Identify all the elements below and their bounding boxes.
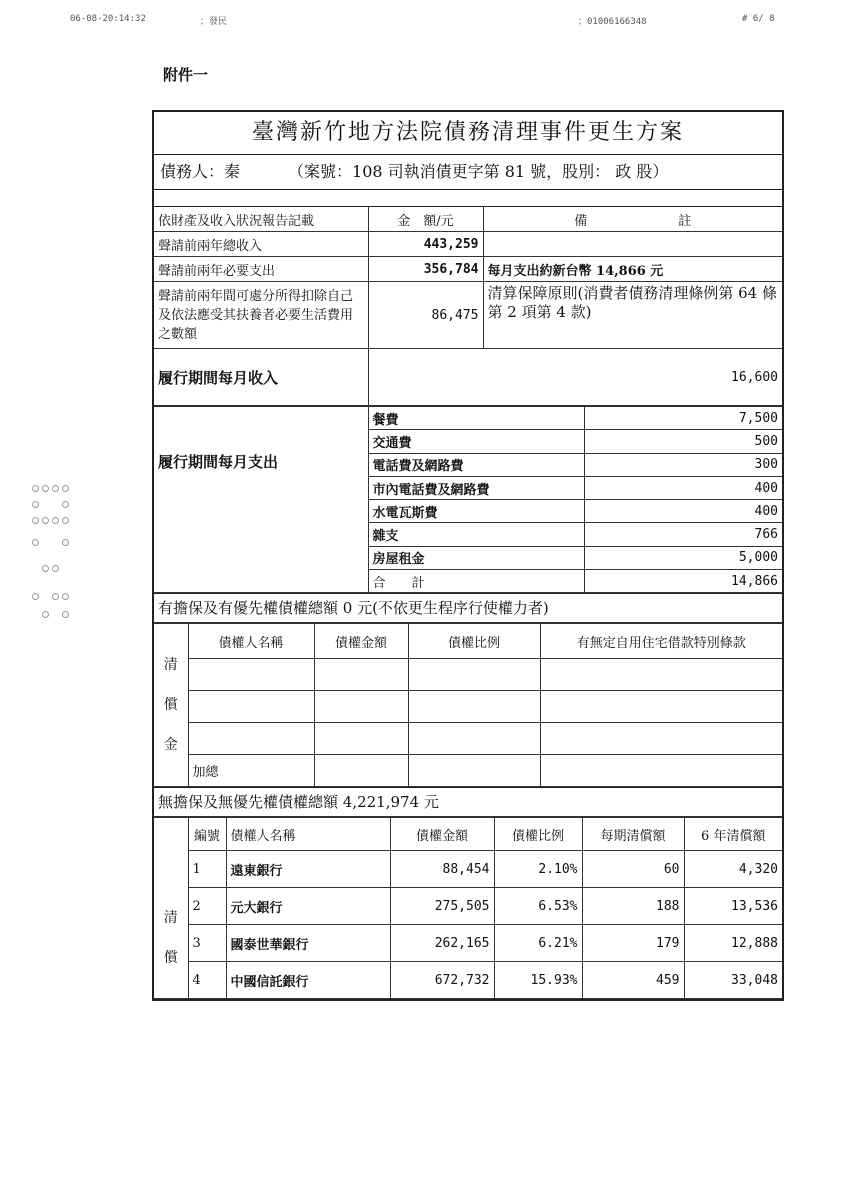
table-row xyxy=(154,407,782,430)
fax-timestamp: 06-08-20:14:32 xyxy=(70,14,146,24)
total-label: 加總 xyxy=(188,755,314,787)
secured-claims-title: 有擔保及有優先權債權總額 0 元(不依更生程序行使權力者) xyxy=(154,593,782,623)
expense-name: 交通費 xyxy=(368,430,584,453)
table-row xyxy=(154,257,782,282)
header-ratio: 債權比例 xyxy=(408,624,540,659)
table-row xyxy=(154,962,782,999)
row-note: 清算保障原則(消費者債務清理條例第 64 條第 2 項第 4 款) xyxy=(483,282,782,349)
row-per-period: 459 xyxy=(582,962,684,999)
row-creditor: 遠東銀行 xyxy=(226,851,390,888)
monthly-expense-table xyxy=(154,406,782,593)
debtor-name: 債務人：秦 xyxy=(160,162,241,181)
table-row xyxy=(154,659,782,691)
row-per-period: 179 xyxy=(582,925,684,962)
header-note: 備 註 xyxy=(483,207,782,232)
row-six-year: 4,320 xyxy=(684,851,782,888)
header-amount: 債權金額 xyxy=(390,818,494,851)
row-amount: 356,784 xyxy=(368,257,483,282)
row-amount: 262,165 xyxy=(390,925,494,962)
row-no: 4 xyxy=(188,962,226,999)
header-amount: 金 額/元 xyxy=(368,207,483,232)
row-amount: 275,505 xyxy=(390,888,494,925)
expense-name: 電話費及網路費 xyxy=(368,453,584,476)
row-note xyxy=(483,232,782,257)
row-no: 1 xyxy=(188,851,226,888)
attachment-label: 附件一 xyxy=(163,66,209,84)
side-char: 清 xyxy=(163,657,178,674)
monthly-expense-label: 履行期間每月支出 xyxy=(154,407,368,593)
expense-total-label: 合 計 xyxy=(368,570,584,593)
fax-page: # 6/ 8 xyxy=(742,14,775,24)
row-ratio: 15.93% xyxy=(494,962,582,999)
header-creditor: 債權人名稱 xyxy=(226,818,390,851)
fax-sender: ；發民 xyxy=(200,17,228,27)
debtor-line xyxy=(154,155,782,190)
header-special-clause: 有無定自用住宅借款特別條款 xyxy=(540,624,782,659)
expense-amount: 300 xyxy=(584,453,782,476)
expense-name: 雜支 xyxy=(368,523,584,546)
header-per-period: 每期清償額 xyxy=(582,818,684,851)
expense-name: 市內電話費及網路費 xyxy=(368,476,584,499)
row-label: 聲請前兩年間可處分所得扣除自己及依法應受其扶養者必要生活費用之數額 xyxy=(154,282,368,349)
expense-name: 餐費 xyxy=(368,407,584,430)
row-label: 聲請前兩年必要支出 xyxy=(154,257,368,282)
repayment-side-label xyxy=(154,818,188,999)
row-amount: 88,454 xyxy=(390,851,494,888)
expense-total-amount: 14,866 xyxy=(584,570,782,593)
row-note: 每月支出約新台幣 14,866 元 xyxy=(483,257,782,282)
side-char: 金 xyxy=(163,737,178,754)
table-row xyxy=(154,232,782,257)
table-row xyxy=(154,282,782,349)
row-per-period: 60 xyxy=(582,851,684,888)
header-amount: 債權金額 xyxy=(314,624,408,659)
row-no: 3 xyxy=(188,925,226,962)
row-per-period: 188 xyxy=(582,888,684,925)
row-amount: 86,475 xyxy=(368,282,483,349)
total-row xyxy=(154,755,782,787)
fax-number: ；01006166348 xyxy=(578,17,647,27)
expense-amount: 400 xyxy=(584,476,782,499)
header-creditor: 債權人名稱 xyxy=(188,624,314,659)
row-no: 2 xyxy=(188,888,226,925)
table-row xyxy=(154,851,782,888)
spacer xyxy=(154,190,782,207)
row-six-year: 13,536 xyxy=(684,888,782,925)
table-row xyxy=(154,888,782,925)
expense-amount: 5,000 xyxy=(584,546,782,569)
row-amount: 672,732 xyxy=(390,962,494,999)
expense-name: 房屋租金 xyxy=(368,546,584,569)
monthly-income-amount: 16,600 xyxy=(368,349,782,406)
header-six-year: 6 年清償額 xyxy=(684,818,782,851)
rehabilitation-plan-form xyxy=(152,110,784,1001)
header-report: 依財產及收入狀況報告記載 xyxy=(154,207,368,232)
row-label: 聲請前兩年總收入 xyxy=(154,232,368,257)
row-ratio: 6.21% xyxy=(494,925,582,962)
row-creditor: 國泰世華銀行 xyxy=(226,925,390,962)
scan-artifact xyxy=(30,485,80,635)
expense-amount: 500 xyxy=(584,430,782,453)
expense-name: 水電瓦斯費 xyxy=(368,500,584,523)
side-char: 清 xyxy=(163,910,178,927)
page-title: 臺灣新竹地方法院債務清理事件更生方案 xyxy=(154,112,782,155)
row-creditor: 元大銀行 xyxy=(226,888,390,925)
row-ratio: 6.53% xyxy=(494,888,582,925)
table-header-row xyxy=(154,624,782,659)
table-header-row xyxy=(154,818,782,851)
row-amount: 443,259 xyxy=(368,232,483,257)
row-six-year: 12,888 xyxy=(684,925,782,962)
fax-header xyxy=(0,14,848,30)
table-row xyxy=(154,723,782,755)
header-no: 編號 xyxy=(188,818,226,851)
row-six-year: 33,048 xyxy=(684,962,782,999)
expense-amount: 7,500 xyxy=(584,407,782,430)
monthly-income-row xyxy=(154,349,782,406)
case-number: （案號：108 司執消債更字第 81 號，股別： 政 股） xyxy=(288,162,669,181)
unsecured-claims-table xyxy=(154,817,782,999)
side-char: 償 xyxy=(163,697,178,714)
side-char: 償 xyxy=(163,950,178,967)
table-row xyxy=(154,691,782,723)
monthly-income-label: 履行期間每月收入 xyxy=(154,349,368,406)
expense-amount: 766 xyxy=(584,523,782,546)
row-creditor: 中國信託銀行 xyxy=(226,962,390,999)
table-header-row xyxy=(154,207,782,232)
expense-amount: 400 xyxy=(584,500,782,523)
repayment-side-label xyxy=(154,624,188,787)
table-row xyxy=(154,925,782,962)
secured-claims-table xyxy=(154,623,782,787)
header-ratio: 債權比例 xyxy=(494,818,582,851)
unsecured-claims-title: 無擔保及無優先權債權總額 4,221,974 元 xyxy=(154,787,782,817)
row-ratio: 2.10% xyxy=(494,851,582,888)
income-report-table xyxy=(154,207,782,406)
